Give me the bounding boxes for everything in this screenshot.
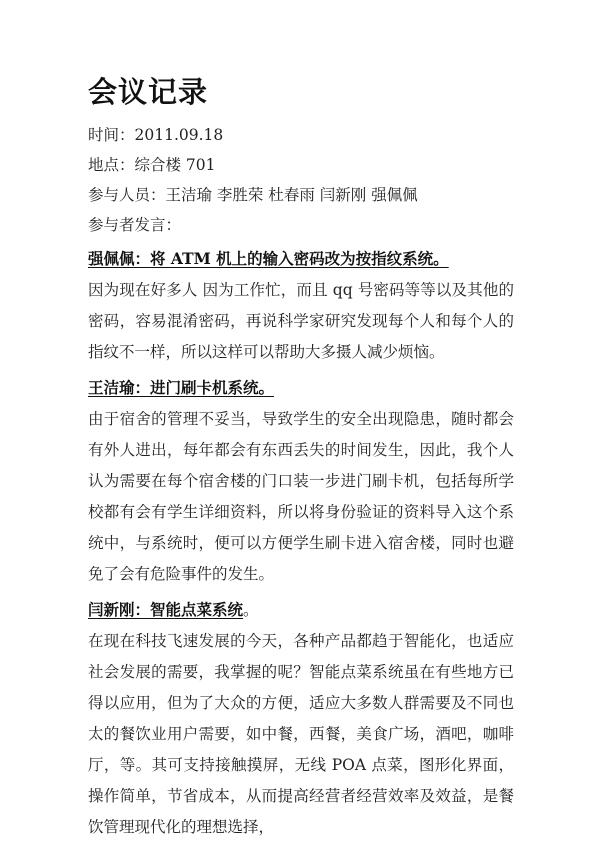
speech-body-3: 在现在科技飞速发展的今天，各种产品都趋于智能化，也适应社会发展的需要，我掌握的呢？智能点菜系统虽在有些地方已得以应用，但为了大众的方便，适应大多数人群需要及不同也太的餐饮业用户需要，如中餐，西餐，美食广场，酒吧，咖啡厅，等。其可支持接触摸屏，无线 POA 点菜，图形化界面，操作简单，节省成本，从而提高经营者经营效率及效益，是餐饮管理现代化的理想选择， <box>88 632 514 836</box>
speech-body-1: 因为现在好多人 因为工作忙，而且 qq 号密码等等以及其他的密码，容易混淆密码，再说科学家研究发现每个人和每个人的指纹不一样，所以这样可以帮助大多摄人减少烦恼。 <box>88 281 514 361</box>
speech-heading-3-tail: 。 <box>243 601 259 619</box>
speech-heading-3-text: 闫新刚：智能点菜系统 <box>88 600 244 619</box>
speech-body-2: 由于宿舍的管理不妥当，导致学生的安全出现隐患，随时都会有外人进出，每年都会有东西丢失的时间发生，因此，我个人认为需要在每个宿舍楼的门口装一步进门刷卡机，包括每所学校都有会有学生详细资料，所以将身份验证的资料导入这个系统中，与系统时，便可以方便学生刷卡进入宿舍楼，同时也避免了会有危险事件的发生。 <box>88 410 514 583</box>
speech-heading-3 <box>88 594 514 626</box>
meta-participants: 参与人员：王洁瑜 李胜荣 杜春雨 闫新刚 强佩佩 <box>88 186 418 204</box>
meta-location: 地点：综合楼 701 <box>88 156 216 174</box>
page-title: 会议记录 <box>88 75 209 109</box>
meta-speeches-label: 参与者发言： <box>88 216 182 234</box>
speech-heading-1 <box>88 243 514 275</box>
spacer <box>88 368 514 371</box>
meta-datetime: 时间：2011.09.18 <box>88 126 224 144</box>
spacer <box>88 590 514 593</box>
speech-heading-2-text: 王洁瑜：进门刷卡机系统。 <box>88 378 275 397</box>
spacer <box>88 240 514 242</box>
speech-heading-1-text: 强佩佩：将 ATM 机上的输入密码改为按指纹系统。 <box>88 249 449 268</box>
document-content <box>88 72 514 843</box>
speech-heading-2 <box>88 372 514 404</box>
